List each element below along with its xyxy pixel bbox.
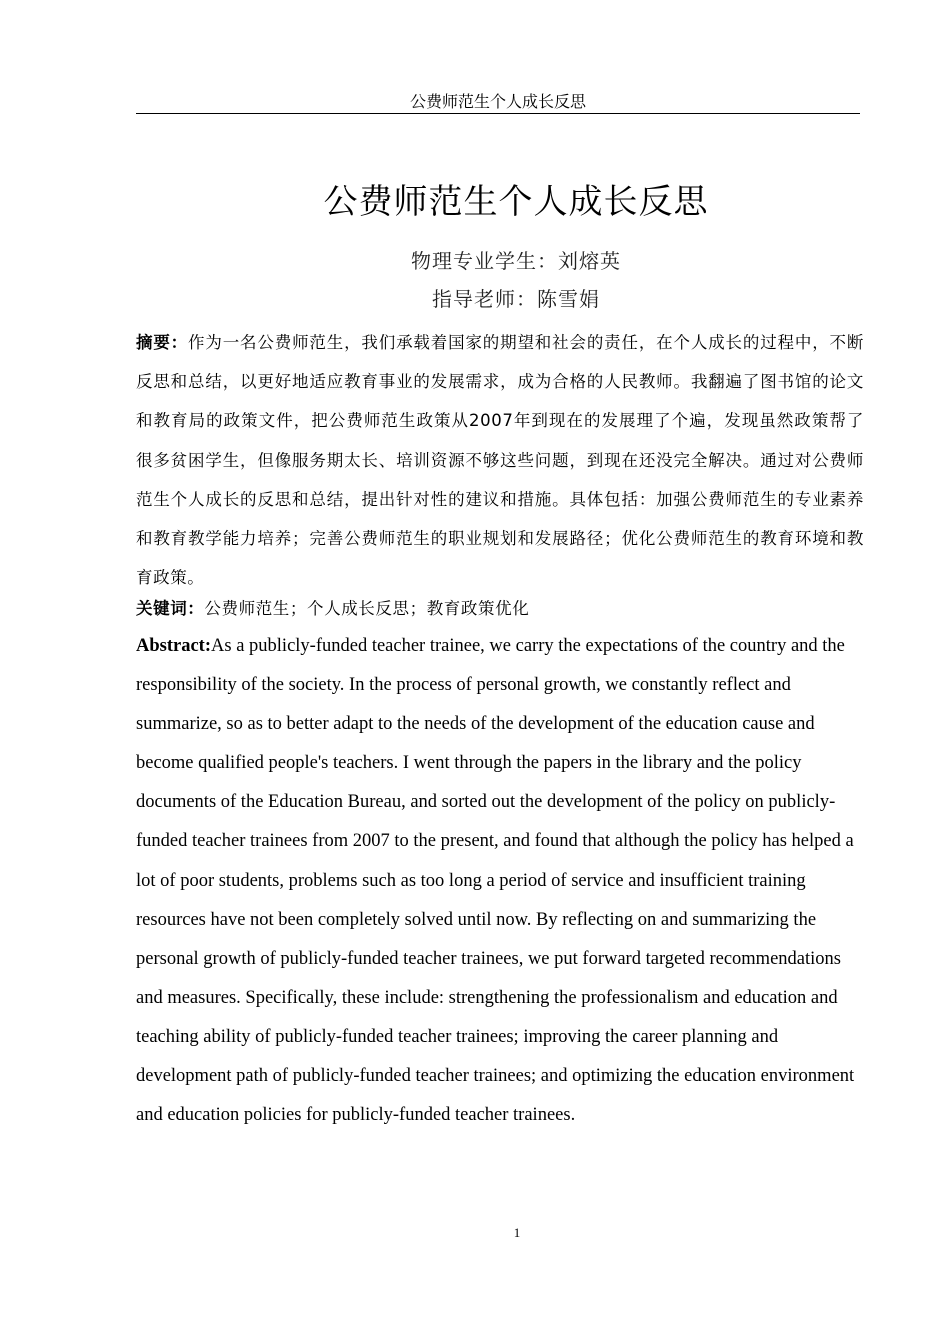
english-abstract-label: Abstract:	[136, 636, 212, 656]
chinese-abstract-label: 摘要：	[136, 333, 189, 352]
document-title: 公费师范生个人成长反思	[323, 182, 709, 222]
page-number: 1	[513, 1225, 521, 1240]
english-abstract-text: As a publicly-funded teacher trainee, we carry the expectations of the country and the responsibility of the society. In the process of personal growth, we constantly reflect and summarize, so as to better adapt to the needs of the development of the education cause and become qualified people's teachers. I went through the papers in the library and the policy documents of the Education Bureau, and sorted out the development of the policy on publicly-funded teacher trainees from 2007 to the present, and found that although the policy has helped a lot of poor students, problems such as too long a period of service and insufficient training resources have not been completely solved until now. By reflecting on and summarizing the personal growth of publicly-funded teacher trainees, we put forward targeted recommendations and measures. Specifically, these include: strengthening the professionalism and education and teaching ability of publicly-funded teacher trainees; improving the career planning and development path of publicly-funded teacher trainees; and optimizing the education environment and education policies for publicly-funded teacher trainees.	[136, 636, 855, 1126]
keywords	[136, 594, 864, 624]
chinese-abstract	[136, 323, 864, 597]
chinese-abstract-text: 作为一名公费师范生，我们承载着国家的期望和社会的责任，在个人成长的过程中，不断反思和总结，以更好地适应教育事业的发展需求，成为合格的人民教师。我翻遍了图书馆的论文和教育局的政策文件，把公费师范生政策从2007年到现在的发展理了个遍，发现虽然政策帮了很多贫困学生，但像服务期太长、培训资源不够这些问题，到现在还没完全解决。通过对公费师范生个人成长的反思和总结，提出针对性的建议和措施。具体包括：加强公费师范生的专业素养和教育教学能力培养；完善公费师范生的职业规划和发展路径；优化公费师范生的教育环境和教育政策。	[136, 333, 864, 588]
english-abstract	[136, 627, 862, 1135]
keywords-label: 关键词：	[136, 599, 205, 618]
running-header: 公费师范生个人成长反思	[136, 91, 860, 114]
student-line: 物理专业学生：刘熔英	[411, 249, 621, 273]
advisor-line: 指导老师：陈雪娟	[432, 287, 600, 311]
keywords-text: 公费师范生；个人成长反思；教育政策优化	[204, 599, 530, 618]
